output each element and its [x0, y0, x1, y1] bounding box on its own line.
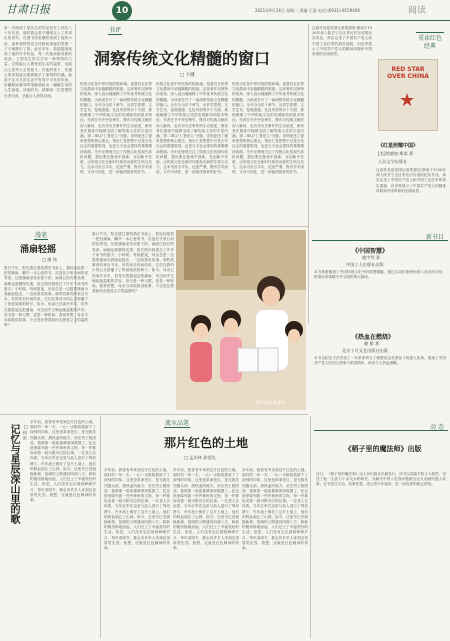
column-divider: [100, 416, 101, 638]
bottom-article: [104, 418, 308, 638]
new-books-section: [312, 232, 448, 422]
article-body-col2: 传统文化是中华民族的根和魂，是我们在世界文化激荡中站稳脚跟的根基。这部著作以独特的视角，深入浅出地阐释了中华优秀传统文化的精髓，为读者打开了一扇洞察传统文化精髓的窗口。全书分为若干章节，从哲学思想、文学艺术、伦理道德、礼仪风俗等多个方面，系统梳理了中华传统文化的发展脉络和基本特征。作者在书中旁征博引，既有对经典文献的深入解读，也有对历史事件的生动叙述，使读者在阅读中能够全面了解传统文化的丰富内涵。第二章以"仁者爱人"为题，详细论述了儒家思想的核心理念，指出仁爱思想不仅是古代社会的道德准则，也是当今社会建设的重要精神资源。书中还特别关注了传统文化的现代转化问题，提出要在继承中创新、在创新中发展，让传统文化在新时代焕发出新的生机与活力。这本书语言平实，论述严谨，既有学术深度，又有可读性，是一部值得推荐的好书。: [156, 82, 228, 175]
photo-illustration: [176, 230, 306, 410]
page-number: 10: [115, 6, 129, 16]
bottom-kicker: 流水品笔: [165, 420, 190, 427]
column-divider: [308, 24, 309, 324]
star-icon: ★: [399, 90, 416, 111]
book-author: [美]埃德加·斯诺 著: [378, 151, 414, 156]
essay-body-col2: 夏日午后，阳光透过窗棂洒在书桌上，我轻轻摇着一把旧蒲扇，翻开一本心爱的书，沉浸在字里行间的世界里。这把蒲扇是母亲留下的，扇面已经有些发黄，扇柄也被磨得光滑，但它陪伴我度过了许多个读书的夏天。小时候，每到夏夜，母亲总是一边摇着蒲扇为我驱赶蚊虫，一边给我讲故事。那些故事有的来自书本，有的来自民间传说，它们在我幼小的心灵里播下了热爱阅读的种子。如今，母亲已经离开多年，但每当我摇起这把蒲扇，耳边似乎又响起她温柔的声音。读书是一种习惯，更是一种传承。我常常想，母亲当年给我讲故事，不正是在教我如何去感受文字的温度吗？: [92, 232, 174, 294]
vertical-title: 记忆与星辰深山里的歌: [8, 424, 19, 524]
column-divider: [310, 416, 311, 638]
feature-tag-label: 重读红色经典: [417, 35, 442, 50]
book-caption: 《红星照耀中国》: [378, 143, 419, 149]
bottom-body-col1: 多年前，我曾有幸来到这片红色的土地，那时的一草一木、一山一水都给我留下了深刻的印象。这里是革命老区，是无数先烈抛头颅、洒热血的地方。站在烈士陵园前，我被那一座座墓碑深深震撼了。纪念馆里陈列着一件件珍贵的文物，每一件都诉说着一段可歌可泣的往事。一位老人告诉我，当年红军在这里与敌人进行了殊死搏斗，许多战士倒在了这片土地上，他们的鲜血染红了山坡。如今，这里早已旧貌换新颜，宽阔的公路通向四面八方，崭新的楼房拔地而起，人们过上了幸福美好的生活。但是，人们没有忘记那段峥嵘岁月，每年清明节，都会有许多人来到这里祭奠先烈。我想，这就是红色精神的传承。: [104, 468, 170, 551]
essay-title: 涌扇轻摇: [20, 245, 57, 255]
new-book-summary-2: 本书以纪实手法讲述了一代革命者为了理想信念英勇奋斗的感人故事，展现了中国共产党人的初心使命与家国情怀，读来令人热血沸腾。: [314, 356, 446, 366]
section-divider: [0, 414, 308, 415]
bottom-byline: □ 孟庆林 孙雯先: [184, 455, 216, 460]
photo-caption: 图片来源 新华社: [256, 400, 286, 405]
book-cover-title: RED STAR OVER CHINA: [387, 66, 429, 80]
feature-tag: [416, 32, 444, 51]
book-cover: [378, 59, 438, 131]
essay-body-col1: 夏日午后，阳光透过窗棂洒在书桌上，我轻轻摇着一把旧蒲扇，翻开一本心爱的书，沉浸在字里行间的世界里。这把蒲扇是母亲留下的，扇面已经有些发黄，扇柄也被磨得光滑，但它陪伴我度过了许多个读书的夏天。小时候，每到夏夜，母亲总是一边摇着蒲扇为我驱赶蚊虫，一边给我讲故事。那些故事有的来自书本，有的来自民间传说，它们在我幼小的心灵里播下了热爱阅读的种子。如今，母亲已经离开多年，但每当我摇起这把蒲扇，耳边似乎又响起她温柔的声音。读书是一种习惯，更是一种传承。我常常想，母亲当年给我讲故事，不正是在教我如何去感受文字的温度吗？: [4, 266, 88, 328]
masthead-rule: [0, 20, 450, 21]
vertical-article-body: 多年前，我曾有幸来到这片红色的土地，那时的一草一木、一山一水都给我留下了深刻的印象。这里是革命老区，是无数先烈抛头颅、洒热血的地方。站在烈士陵园前，我被那一座座墓碑深深震撼了。纪念馆里陈列着一件件珍贵的文物，每一件都诉说着一段可歌可泣的往事。一位老人告诉我，当年红军在这里与敌人进行了殊死搏斗，许多战士倒在了这片土地上，他们的鲜血染红了山坡。如今，这里早已旧貌换新颜，宽阔的公路通向四面八方，崭新的楼房拔地而起，人们过上了幸福美好的生活。但是，人们没有忘记那段峥嵘岁月，每年清明节，都会有许多人来到这里祭奠先烈。我想，这就是红色精神的传承。: [30, 420, 96, 503]
red-classic-feature: [312, 24, 448, 224]
book-review: 这部作品是美国记者埃德加·斯诺于1936年深入陕甘宁边区采访后写成的纪实作品，真实记录了中国共产党人和中国工农红军的真实面貌，向世界展示了中国共产党人的精神风貌和中国革命的光明前景。: [376, 168, 446, 193]
news-header-label: 动 态: [430, 424, 444, 431]
reading-photo: [176, 230, 306, 410]
article-body-col1: 传统文化是中华民族的根和魂，是我们在世界文化激荡中站稳脚跟的根基。这部著作以独特的视角，深入浅出地阐释了中华优秀传统文化的精髓，为读者打开了一扇洞察传统文化精髓的窗口。全书分为若干章节，从哲学思想、文学艺术、伦理道德、礼仪风俗等多个方面，系统梳理了中华传统文化的发展脉络和基本特征。作者在书中旁征博引，既有对经典文献的深入解读，也有对历史事件的生动叙述，使读者在阅读中能够全面了解传统文化的丰富内涵。第二章以"仁者爱人"为题，详细论述了儒家思想的核心理念，指出仁爱思想不仅是古代社会的道德准则，也是当今社会建设的重要精神资源。书中还特别关注了传统文化的现代转化问题，提出要在继承中创新、在创新中发展，让传统文化在新时代焕发出新的生机与活力。这本书语言平实，论述严谨，既有学术深度，又有可读性，是一部值得推荐的好书。: [80, 82, 152, 175]
new-book-summary-1: 本书系统阐述了中国传统文化中的智慧精髓，通过生动的案例和深入浅出的分析，带领读者领略中华文明的博大精深。: [314, 270, 446, 280]
masthead-date: 2021年9月14日 星期二 责编:王磊 电话:(0931)-8159406: [255, 8, 360, 13]
section-kicker: 书评: [109, 27, 122, 34]
book-publisher: 人民文学出版社: [378, 159, 408, 164]
byline: □ 卜键: [180, 73, 195, 78]
news-header: [314, 422, 448, 431]
essay-byline: □ 潘 炜: [42, 257, 57, 262]
section-header-label: 新书目: [425, 234, 444, 241]
column-name: 阅读: [408, 6, 427, 16]
bottom-body-col3: 多年前，我曾有幸来到这片红色的土地，那时的一草一木、一山一水都给我留下了深刻的印象。这里是革命老区，是无数先烈抛头颅、洒热血的地方。站在烈士陵园前，我被那一座座墓碑深深震撼了。纪念馆里陈列着一件件珍贵的文物，每一件都诉说着一段可歌可泣的往事。一位老人告诉我，当年红军在这里与敌人进行了殊死搏斗，许多战士倒在了这片土地上，他们的鲜血染红了山坡。如今，这里早已旧貌换新颜，宽阔的公路通向四面八方，崭新的楼房拔地而起，人们过上了幸福美好的生活。但是，人们没有忘记那段峥嵘岁月，每年清明节，都会有许多人来到这里祭奠先烈。我想，这就是红色精神的传承。: [242, 468, 308, 551]
bottom-body-col2: 多年前，我曾有幸来到这片红色的土地，那时的一草一木、一山一水都给我留下了深刻的印象。这里是革命老区，是无数先烈抛头颅、洒热血的地方。站在烈士陵园前，我被那一座座墓碑深深震撼了。纪念馆里陈列着一件件珍贵的文物，每一件都诉说着一段可歌可泣的往事。一位老人告诉我，当年红军在这里与敌人进行了殊死搏斗，许多战士倒在了这片土地上，他们的鲜血染红了山坡。如今，这里早已旧貌换新颜，宽阔的公路通向四面八方，崭新的楼房拔地而起，人们过上了幸福美好的生活。但是，人们没有忘记那段峥嵘岁月，每年清明节，都会有许多人来到这里祭奠先烈。我想，这就是红色精神的传承。: [173, 468, 239, 551]
article-body-col3: 传统文化是中华民族的根和魂，是我们在世界文化激荡中站稳脚跟的根基。这部著作以独特的视角，深入浅出地阐释了中华优秀传统文化的精髓，为读者打开了一扇洞察传统文化精髓的窗口。全书分为若干章节，从哲学思想、文学艺术、伦理道德、礼仪风俗等多个方面，系统梳理了中华传统文化的发展脉络和基本特征。作者在书中旁征博引，既有对经典文献的深入解读，也有对历史事件的生动叙述，使读者在阅读中能够全面了解传统文化的丰富内涵。第二章以"仁者爱人"为题，详细论述了儒家思想的核心理念，指出仁爱思想不仅是古代社会的道德准则，也是当今社会建设的重要精神资源。书中还特别关注了传统文化的现代转化问题，提出要在继承中创新、在创新中发展，让传统文化在新时代焕发出新的生机与活力。这本书语言平实，论述严谨，既有学术深度，又有可读性，是一部值得推荐的好书。: [232, 82, 304, 175]
page-number-badge: [112, 1, 132, 21]
section-header: [312, 232, 448, 241]
top-left-article: 第一次阅读王蒙先生的作品是在上世纪八十年代初，那时我还是个刚刚走上工作岗位的青年，在图书馆里偶然读到了他的小说，那种独特的语言风格和深邃的思想一下子就吸引了我。此后多年，我陆陆续续读了他的许多作品，每一次阅读都有新的收获。王蒙先生的文字有一种特别的力量，它既能让人感受到生活的温度，也能让人思考人生的意义。在他的笔下，普通人的喜怒哀乐都被赋予了深刻的内涵。他善于从平凡的生活中发现不平凡的东西，用幽默而睿智的笔触描绘出一幅幅生动的人生画卷。读他的书，就像和一位智慧的长者交谈，总能让人获得启迪。: [4, 26, 72, 98]
essay-section: [4, 230, 174, 410]
vertical-article: [4, 418, 98, 638]
new-book-title-2: 《热血在燃烧》: [352, 334, 395, 341]
new-book-publisher-1: 中国工人出版社出版: [346, 262, 384, 267]
new-book-title-1: 《中国智慧》: [352, 248, 389, 255]
section-divider: [0, 226, 308, 227]
new-book-author-2: 赖 紫 著: [364, 341, 380, 346]
new-book-author-1: 楼宇烈 著: [362, 255, 381, 260]
new-book-publisher-2: 北京十月文艺出版社出版: [342, 348, 389, 353]
essay-kicker: 漫笔: [35, 232, 48, 239]
news-title: 《稻子里的魔法师》出版: [344, 444, 422, 453]
vertical-byline: □ 何 洪: [23, 424, 28, 441]
bottom-headline: 那片红色的土地: [164, 436, 249, 450]
headline: 洞察传统文化精髓的窗口: [94, 49, 271, 68]
right-continued-text: 这部作品是美国记者埃德加·斯诺于1936年深入陕甘宁边区采访后写成的纪实作品，真实记录了中国共产党人和中国工农红军的真实面貌，向世界展示了中国共产党人的精神风貌和中国革命的光明前景。: [312, 26, 372, 57]
news-body: 近日，《稻子里的魔法师》由人民出版社出版发行。该书以袁隆平院士为原型，讲述了他一生致力于杂交水稻研究、为解决中国人吃饭问题做出巨大贡献的感人故事。全书语言生动，故事性强，适合青少年阅读，是一部优秀的励志读物。: [316, 472, 446, 487]
news-section: [314, 422, 448, 638]
newspaper-logo: 甘肃日报: [6, 3, 50, 16]
